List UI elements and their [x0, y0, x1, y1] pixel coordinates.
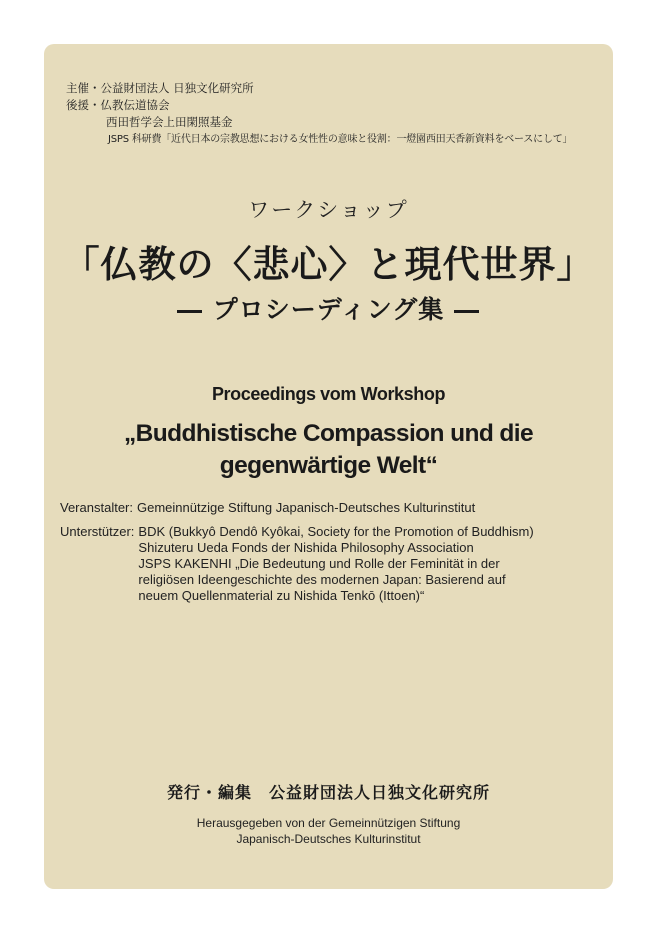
organizer-de: Gemeinnützige Stiftung Japanisch-Deutsches Kulturinstitut: [137, 500, 476, 515]
supporter-jp-3: JSPS 科研費「近代日本の宗教思想における女性性の意味と役割：一燈園西田天香新資料をベースにして」: [108, 134, 573, 145]
supporter-jp-2: 西田哲学会上田閑照基金: [106, 115, 233, 129]
publisher-de: [44, 815, 613, 847]
subtitle-jp: ― プロシーディング集 ―: [177, 295, 480, 324]
cover-page: [44, 44, 613, 889]
organizer-jp: 主催・公益財団法人 日独文化研究所: [66, 81, 254, 95]
title-de-line-1: „Buddhistische Compassion und die: [124, 420, 533, 447]
workshop-heading-jp: ワークショップ: [248, 198, 409, 222]
publisher-de-line-1: Herausgegeben von der Gemeinnützigen Stiftung: [196, 816, 461, 830]
supporter-de-line: JSPS KAKENHI „Die Bedeutung und Rolle der Feminität in der: [138, 556, 500, 571]
organizer-label-de: Veranstalter:: [60, 500, 133, 515]
proceedings-heading-de: Proceedings vom Workshop: [211, 384, 446, 404]
organizer-row-de: [60, 500, 605, 516]
supporter-jp-1: 後援・仏教伝道協会: [66, 98, 170, 112]
page-title-de: [44, 418, 613, 482]
supporters-list-de: [138, 524, 533, 604]
supporter-de-line: religiösen Ideengeschichte des modernen Japan: Basierend auf: [138, 572, 506, 587]
publisher-de-line-2: Japanisch-Deutsches Kulturinstitut: [236, 832, 421, 846]
supporters-label-de: Unterstützer:: [60, 524, 135, 539]
japanese-credits: [66, 80, 606, 148]
german-credits: [60, 500, 605, 612]
supporter-de-line: BDK (Bukkyô Dendô Kyôkai, Society for the Promotion of Buddhism): [138, 524, 534, 539]
publisher-jp: 発行・編集 公益財団法人日独文化研究所: [166, 783, 490, 802]
page-title-jp: 「仏教の〈悲心〉と現代世界」: [62, 242, 595, 286]
title-de-line-2: gegenwärtige Welt“: [219, 452, 438, 479]
supporter-de-line: neuem Quellenmaterial zu Nishida Tenkō (Ittoen)“: [138, 588, 425, 603]
supporters-row-de: [60, 524, 605, 604]
supporter-de-line: Shizuteru Ueda Fonds der Nishida Philosophy Association: [138, 540, 474, 555]
